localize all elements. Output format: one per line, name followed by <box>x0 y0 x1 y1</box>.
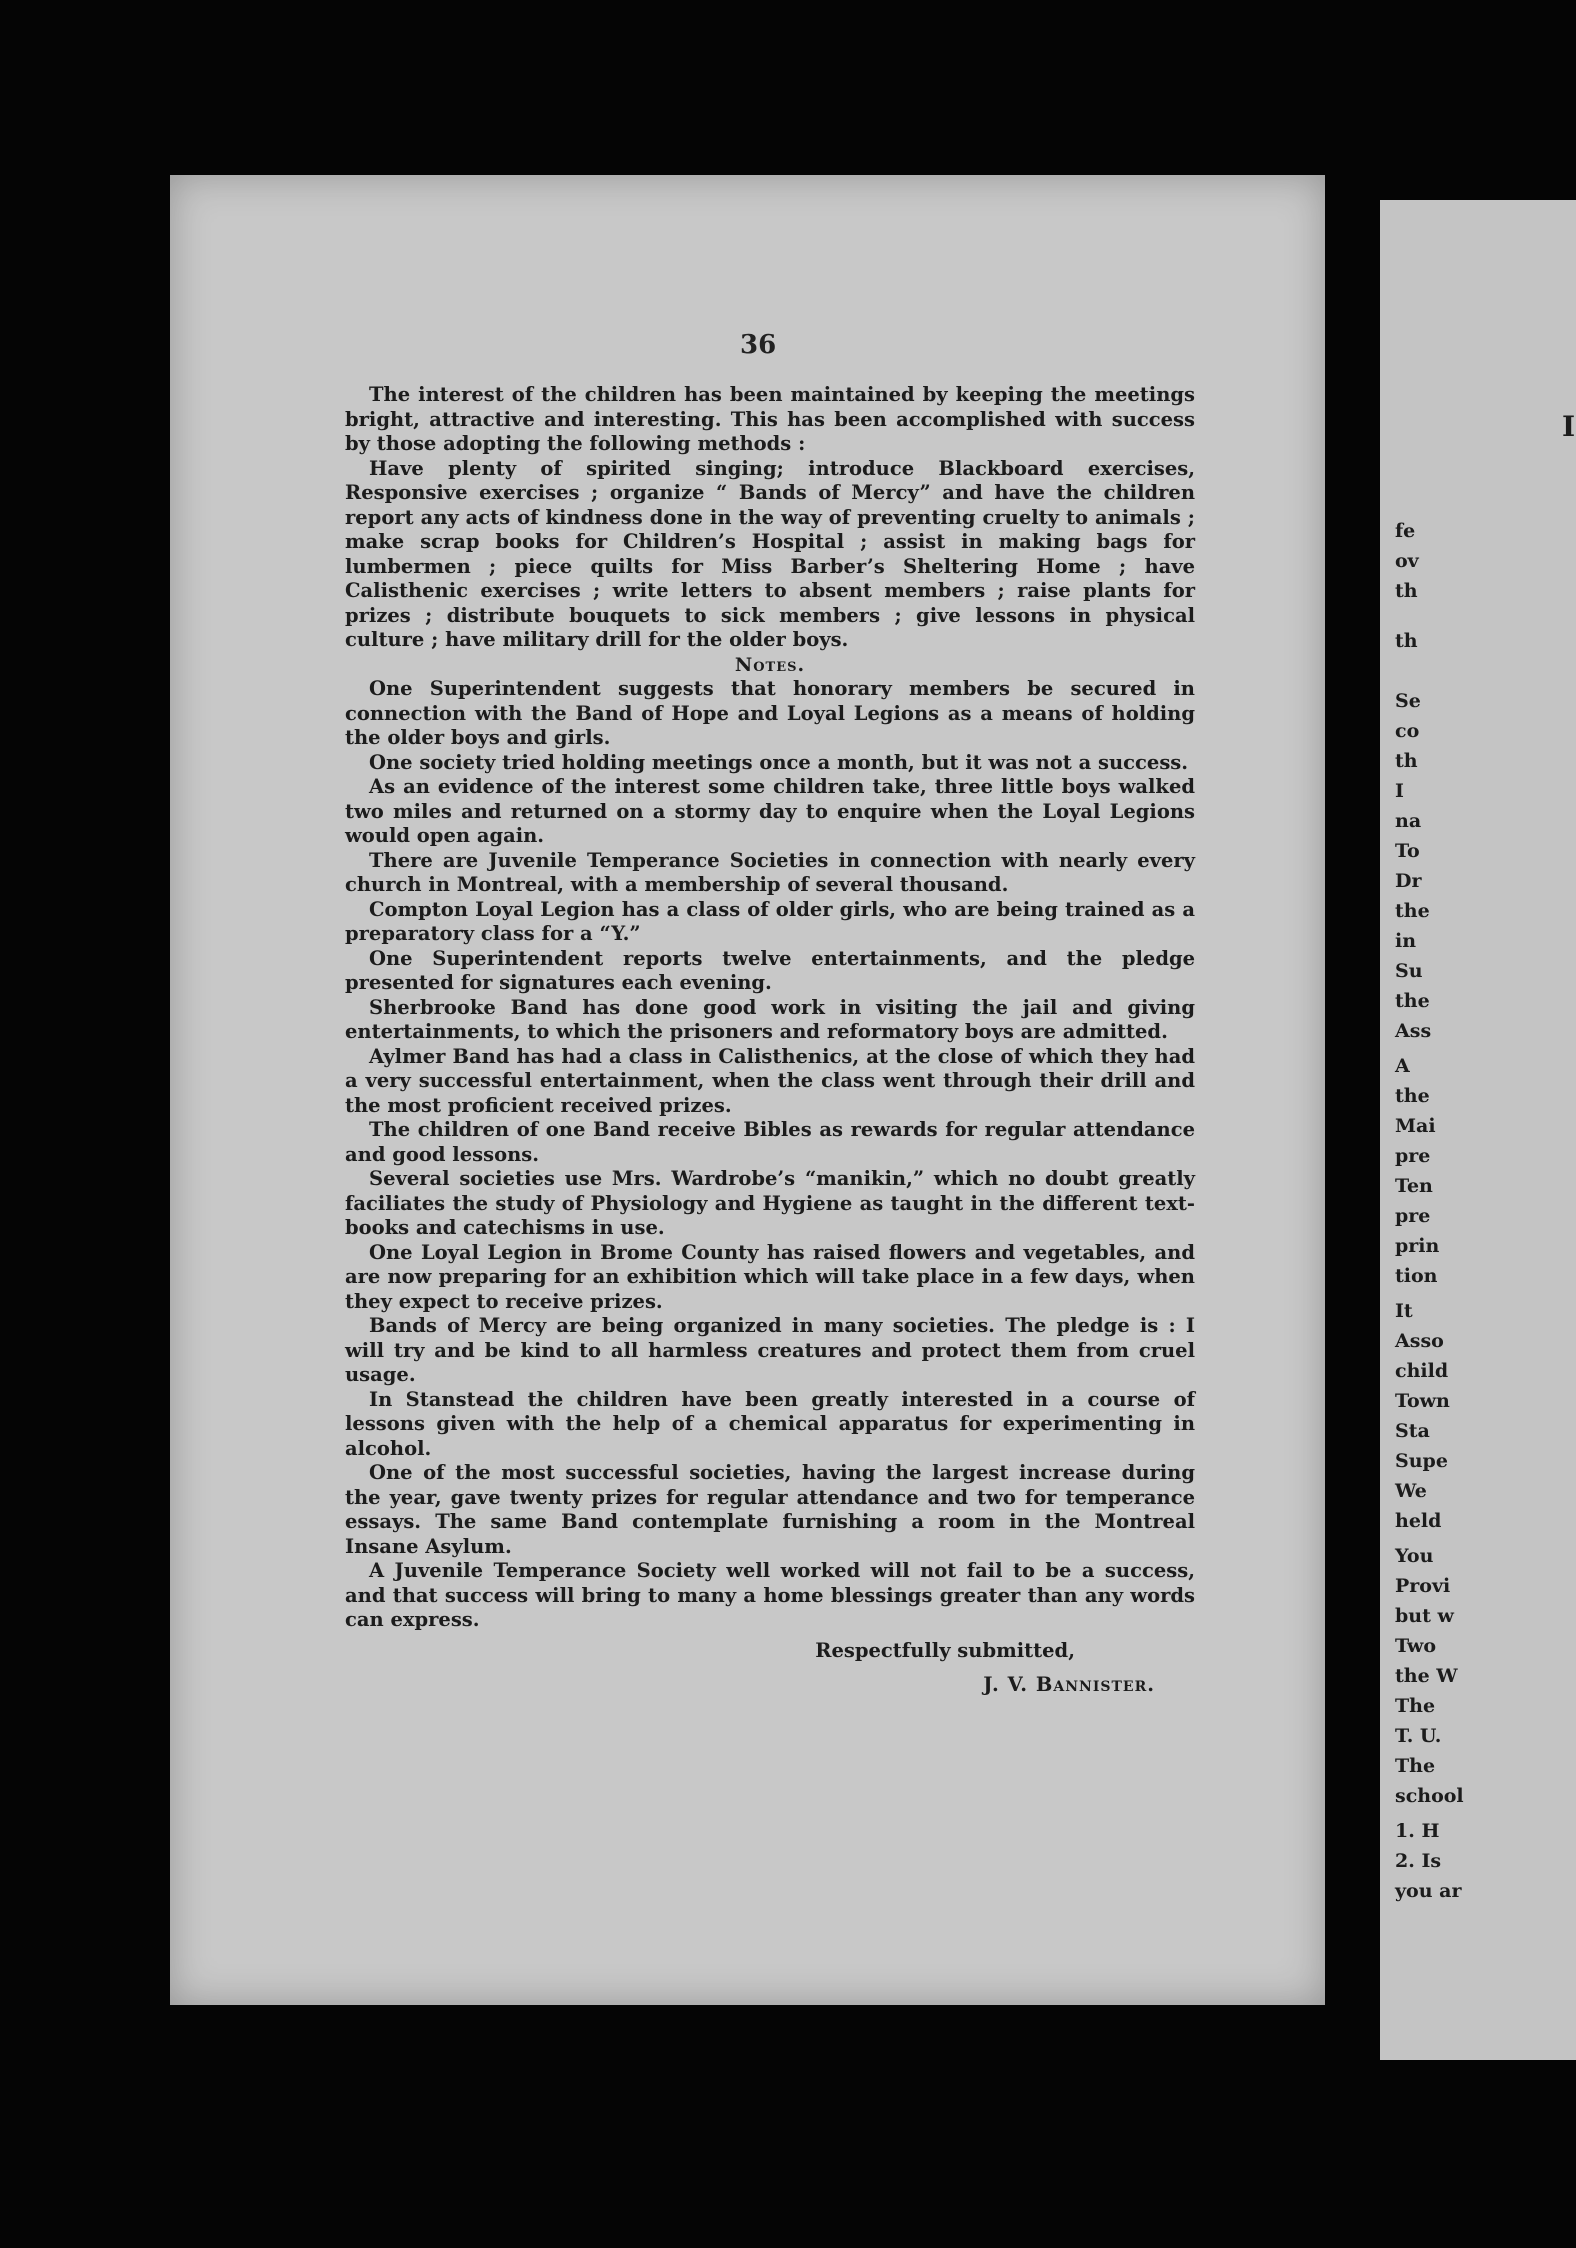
note-paragraph: Aylmer Band has had a class in Calisthenics, at the close of which they had a very successful entertainment, when the class went through their drill and the most proficient received prizes. <box>345 1044 1195 1117</box>
right-page-line: the <box>1395 990 1430 1012</box>
note-paragraph: Compton Loyal Legion has a class of older girls, who are being trained as a preparatory class for a “Y.” <box>345 897 1195 945</box>
right-page-line: 2. Is <box>1395 1850 1442 1872</box>
right-page-line: prin <box>1395 1235 1440 1257</box>
right-page-line: It <box>1395 1300 1413 1322</box>
note-paragraph: Several societies use Mrs. Wardrobe’s “manikin,” which no doubt greatly faciliates the study of Physiology and Hygiene as taught in the different text-books and catechisms in use. <box>345 1167 1195 1239</box>
right-page-line: pre <box>1395 1205 1431 1227</box>
note-paragraph: There are Juvenile Temperance Societies in connection with nearly every church in Montreal, with a membership of several thousand. <box>345 848 1195 896</box>
note-paragraph: A Juvenile Temperance Society well worked will not fail to be a success, and that success will bring to many a home blessings greater than any words can express. <box>345 1559 1195 1631</box>
note-paragraph: Bands of Mercy are being organized in many societies. The pledge is : I will try and be kind to all harmless creatures and protect them from cruel usage. <box>345 1314 1195 1386</box>
right-page-line: th <box>1395 630 1418 652</box>
right-page-line: T. U. <box>1395 1725 1442 1747</box>
note-paragraph: One of the most successful societies, having the largest increase during the year, gave twenty prizes for regular attendance and two for temperance essays. The same Band contemplate furnishing a room in the Montreal Insane Asylum. <box>345 1461 1195 1558</box>
note-paragraph: As an evidence of the interest some children take, three little boys walked two miles and returned on a stormy day to enquire when the Loyal Legions would open again. <box>345 775 1195 847</box>
right-page-line: you ar <box>1395 1880 1462 1902</box>
right-page-line: tion <box>1395 1265 1438 1287</box>
right-page-line: 1. H <box>1395 1820 1440 1842</box>
right-page-line: Town <box>1395 1390 1450 1412</box>
right-page-line: Asso <box>1395 1330 1444 1352</box>
right-page-line: school <box>1395 1785 1464 1807</box>
right-page-line: Provi <box>1395 1575 1451 1597</box>
right-page-line: ov <box>1395 550 1419 572</box>
closing-block <box>345 1639 1195 1698</box>
right-page-line: fe <box>1395 520 1416 542</box>
note-paragraph: One Loyal Legion in Brome County has raised flowers and vegetables, and are now preparing for an exhibition which will take place in a few days, when they expect to receive prizes. <box>345 1240 1195 1313</box>
right-page <box>1380 200 1576 2060</box>
right-page-line: but w <box>1395 1605 1454 1627</box>
right-page-line: th <box>1395 750 1418 772</box>
note-paragraph: The children of one Band receive Bibles as rewards for regular attendance and good lessons. <box>345 1118 1195 1166</box>
right-page-line: the <box>1395 900 1430 922</box>
right-page-line: You <box>1395 1545 1434 1567</box>
right-page-line: co <box>1395 720 1420 742</box>
right-page-line: We <box>1395 1480 1427 1502</box>
right-page-line: na <box>1395 810 1422 832</box>
note-paragraph: One Superintendent reports twelve entertainments, and the pledge presented for signatures each evening. <box>345 946 1195 994</box>
right-page-line: the W <box>1395 1665 1458 1687</box>
right-page-line: child <box>1395 1360 1449 1382</box>
right-page-line: Dr <box>1395 870 1422 892</box>
right-page-line: Su <box>1395 960 1423 982</box>
page-body <box>345 383 1195 1698</box>
right-page-line: the <box>1395 1085 1430 1107</box>
right-page-line: Ass <box>1395 1020 1432 1042</box>
note-paragraph: One society tried holding meetings once a month, but it was not a success. <box>369 750 1189 774</box>
right-page-line: in <box>1395 930 1417 952</box>
note-paragraph: One Superintendent suggests that honorary members be secured in connection with the Band of Hope and Loyal Legions as a means of holding the older boys and girls. <box>345 677 1195 749</box>
note-paragraph: Sherbrooke Band has done good work in visiting the jail and giving entertainments, to which the prisoners and reformatory boys are admitted. <box>345 995 1195 1043</box>
right-page-line: Se <box>1395 690 1421 712</box>
page-number: 36 <box>740 330 777 360</box>
notes-heading: Notes. <box>734 653 806 676</box>
right-page-heading: I <box>1562 410 1576 443</box>
right-page-line: Sta <box>1395 1420 1430 1442</box>
right-page-line: A <box>1395 1055 1410 1077</box>
right-page-line: To <box>1395 840 1420 862</box>
right-page-line: Two <box>1395 1635 1437 1657</box>
right-page-line: I <box>1395 780 1404 802</box>
right-page-line: Mai <box>1395 1115 1436 1137</box>
right-page-line: pre <box>1395 1145 1431 1167</box>
right-page-line: Ten <box>1395 1175 1433 1197</box>
left-page <box>170 175 1325 2005</box>
paragraph: Have plenty of spirited singing; introduce Blackboard exercises, Responsive exercises ; organize “ Bands of Mercy” and have the children report any acts of kindness done in the way of preventing cruelty to animals ; make scrap books for Children’s Hospital ; assist in making bags for lumbermen ; piece quilts for Miss Barber’s Sheltering Home ; have Calisthenic exercises ; write letters to absent members ; raise plants for prizes ; distribute bouquets to sick members ; give lessons in physical culture ; have military drill for the older boys. <box>345 456 1195 651</box>
closing-text: Respectfully submitted, <box>815 1638 1075 1662</box>
right-page-line: Supe <box>1395 1450 1448 1472</box>
right-page-line: held <box>1395 1510 1442 1532</box>
right-page-line: th <box>1395 580 1418 602</box>
right-page-line: The <box>1395 1695 1436 1717</box>
signature: J. V. Bannister. <box>983 1673 1155 1696</box>
paragraph: The interest of the children has been maintained by keeping the meetings bright, attractive and interesting. This has been accomplished with success by those adopting the following methods : <box>345 383 1195 455</box>
note-paragraph: In Stanstead the children have been greatly interested in a course of lessons given with the help of a chemical apparatus for experimenting in alcohol. <box>345 1387 1195 1460</box>
right-page-line: The <box>1395 1755 1436 1777</box>
